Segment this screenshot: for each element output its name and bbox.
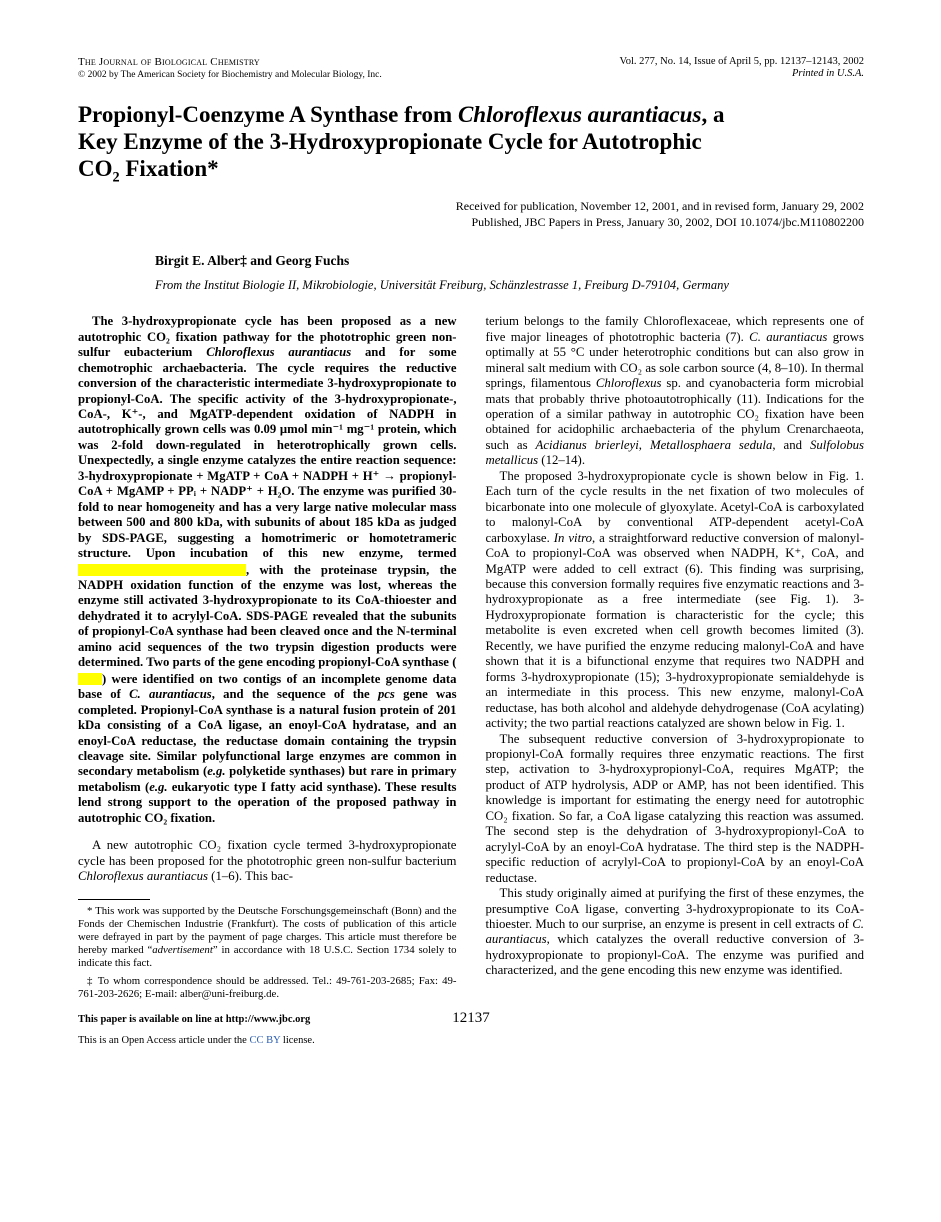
title-line-1: Propionyl-Coenzyme A Synthase from Chloroflexus aurantiacus, a: [78, 102, 725, 127]
masthead: [78, 56, 864, 80]
body-paragraph-4: This study originally aimed at purifying the first of these enzymes, the presumptive CoA ligase, converting 3-hydroxypropionate to its CoA-thioester. Much to our surprise, an enzyme is present in cell extracts of C. aurantiacus, which catalyzes the overall reductive conversion of 3-hydroxypropionate to propionyl-CoA. The enzyme was purified and characterized, and the gene encoding this new enzyme was identified.: [485, 886, 864, 978]
footer-row: [78, 1010, 864, 1028]
affiliation-line: From the Institut Biologie II, Mikrobiologie, Universität Freiburg, Schänzlestrasse 1, Freiburg D-79104, Germany: [155, 278, 729, 293]
body-paragraph-2: The proposed 3-hydroxypropionate cycle is shown below in Fig. 1. Each turn of the cycle results in the net fixation of two molecules of bicarbonate into one molecule of glyoxylate. Acetyl-CoA is carboxylated to malonyl-CoA by conventional ATP-dependent acetyl-CoA carboxylase. In vitro, a straightforward reductive conversion of malonyl-CoA to propionyl-CoA was observed when NADPH, K⁺, CoA, and MgATP were added to cell extract (6). This finding was surprising, because this conversion formally requires five enzymatic reactions and 3-hydroxypropionate as a free intermediate (see Fig. 1). 3-Hydroxypropionate formation is characteristic for the cycle; this metabolite is even excreted when cell growth becomes limited (3). Recently, we have purified the enzyme reducing malonyl-CoA and have shown that it is a bifunctional enzyme that requires two NADPH and forms 3-hydroxypropionate (15); 3-hydroxypropionate semialdehyde is an intermediate in this process. This new enzyme, malonyl-CoA reductase, has both alcohol and aldehyde dehydrogenase (CoA acylating) activity; the two partial reactions catalyzed are shown below in Fig. 1.: [485, 468, 864, 731]
title-line-3: $CO_2$ Fixation*: [78, 155, 219, 186]
printed-line: Printed in U.S.A.: [791, 68, 864, 79]
volume-line: Vol. 277, No. 14, Issue of April 5, pp. 12137–12143, 2002: [619, 56, 864, 67]
copyright-line: © 2002 by The American Society for Biochemistry and Molecular Biology, Inc.: [78, 70, 382, 80]
page-content: [78, 56, 864, 1046]
body-paragraph-1: terium belongs to the family Chloroflexaceae, which represents one of five major lineages of phototrophic bacteria (7). C. aurantiacus grows optimally at 55 °C under heterotrophic conditions but can also grow in mineral salt medium with CO₂ as sole carbon source (4, 8–10). In thermal springs, filamentous Chloroflexus sp. and cyanobacteria form microbial mats that probably thrive photoautotrophically (11). Indications for the operation of a similar pathway in autotrophic CO₂ fixation have been obtained for acidophilic archaebacteria of the phylum Crenarchaeota, such as Acidianus brierleyi, Metallosphaera sedula, and Sulfolobus metallicus (12–14).: [485, 314, 865, 468]
authors-line: Birgit E. Alber‡ and Georg Fuchs: [155, 253, 350, 269]
journal-name: The Journal of Biological Chemistry: [78, 56, 260, 68]
open-access-suffix: license.: [280, 1035, 315, 1047]
two-column-body: [78, 314, 864, 1001]
availability-note: This paper is available on line at http://www.jbc.org: [78, 1014, 311, 1026]
open-access-text: This is an Open Access article under the: [78, 1035, 250, 1047]
masthead-left: [78, 56, 382, 80]
footnote-divider: [78, 899, 150, 900]
received-line: Received for publication, November 12, 2001, and in revised form, January 29, 2002: [455, 199, 864, 214]
intro-paragraph: A new autotrophic CO₂ fixation cycle termed 3-hydroxypropionate cycle has been proposed for the phototrophic green non-sulfur bacterium Chloroflexus aurantiacus (1–6). This bac-: [78, 838, 457, 884]
open-access-note: [78, 1035, 864, 1046]
article-title: [78, 102, 864, 186]
body-paragraph-3: The subsequent reductive conversion of 3-hydroxypropionate to propionyl-CoA formally requires three enzymatic reactions. The first step, activation to 3-hydroxypropionyl-CoA, requires MgATP; the product of ATP hydrolysis, ADP or AMP, has not been identified. This knowledge is important for estimating the energy need for autotrophic CO₂ fixation. So far, a CoA ligase catalyzing this reaction was assumed. The second step is the dehydration of 3-hydroxypropionyl-CoA to acrylyl-CoA by an enoyl-CoA hydratase. The third step is the NADPH-specific reduction of acrylyl-CoA to propionyl-CoA by an enoyl-CoA reductase.: [485, 731, 864, 885]
left-column: [78, 314, 457, 1001]
abstract-paragraph: The 3-hydroxypropionate cycle has been proposed as a new autotrophic CO₂ fixation pathway for the phototrophic green non-sulfur eubacterium Chloroflexus aurantiacus and for some chemotrophic archaebacteria. The cycle requires the reductive conversion of the characteristic intermediate 3-hydroxypropionate to propionyl-CoA. The specific activity of the 3-hydroxypropionate-, CoA-, K⁺-, and MgATP-dependent oxidation of NADPH in autotrophically grown cells was 0.09 μmol min⁻¹ mg⁻¹ protein, which was 2-fold down-regulated in heterotrophically grown cells. Unexpectedly, a single enzyme catalyzes the entire reaction sequence: 3-hydroxypropionate + MgATP + CoA + NADPH + H⁺ → propionyl-CoA + MgAMP + PPᵢ + NADP⁺ + H₂O. The enzyme was purified 30-fold to near homogeneity and has a very large native molecular mass between 500 and 800 kDa, with subunits of about 185 kDa as judged by SDS-PAGE, suggesting a homotrimeric or homotetrameric structure. Upon incubation of this new enzyme, termed , with the proteinase trypsin, the NADPH oxidation function of the enzyme was lost, whereas the enzyme still activated 3-hydroxypropionate to its CoA-thioester and dehydrated it to acrylyl-CoA. SDS-PAGE revealed that the subunits of propionyl-CoA synthase had been cleaved once and the N-terminal amino acid sequences of the two trypsin digestion products were determined. Two parts of the gene encoding propionyl-CoA synthase () were identified on two contigs of an incomplete genome data base of C. aurantiacus, and the sequence of the pcs gene was completed. Propionyl-CoA synthase is a natural fusion protein of 201 kDa consisting of a CoA ligase, an enoyl-CoA hydratase, and an enoyl-CoA reductase, the reductase domain containing the trypsin cleavage site. Similar polyfunctional large enzymes are common in secondary metabolism (e.g. polyketide synthases) but rare in primary metabolism (e.g. eukaryotic type I fatty acid synthase). These results lend strong support to the operation of the proposed pathway in autotrophic CO₂ fixation.: [78, 314, 457, 825]
received-block: [78, 199, 864, 230]
footnote-support: * This work was supported by the Deutsche Forschungsgemeinschaft (Bonn) and the Fonds der Chemischen Industrie (Frankfurt). The costs of publication of this article were defrayed in part by the payment of page charges. This article must therefore be hereby marked “advertisement” in accordance with 18 U.S.C. Section 1734 solely to indicate this fact.: [78, 904, 457, 969]
footnote-correspondence: ‡ To whom correspondence should be addressed. Tel.: 49-761-203-2685; Fax: 49-761-203-2626; E-mail: alber@uni-freiburg.de.: [78, 975, 457, 1001]
right-column: [486, 314, 865, 1001]
page-number: 12137: [452, 1010, 490, 1027]
published-line: Published, JBC Papers in Press, January 30, 2002, DOI 10.1074/jbc.M110802200: [471, 214, 864, 229]
cc-by-link[interactable]: CC BY: [249, 1035, 281, 1047]
masthead-right: [619, 56, 864, 79]
title-line-2: Key Enzyme of the 3-Hydroxypropionate Cycle for Autotrophic: [78, 128, 702, 154]
